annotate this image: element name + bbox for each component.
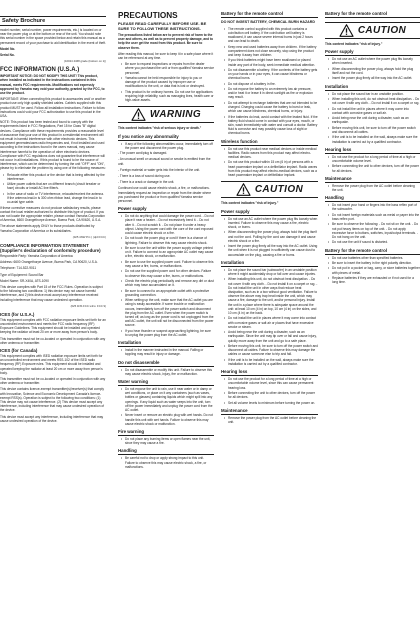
caution-banner [221, 181, 318, 198]
section-item: • Insert the power plug firmly all the way into the AC outlet. Using the unit when it is not plugged in sufficiently can cause dust to accumulate on the plug, causing a fire or burns. [224, 244, 318, 257]
section-item: - Foreign material or water gets into the interior of the unit. [118, 167, 201, 172]
section-item: • Do not do anything that could damage the power cord. - Do not place it near a heater. - Do not excessively bend it. - Do not alter it. - Do not scratch it. - Do not place it under a heavy object. Using the power cord with the core of the cord exposed could cause electric shock or a fire. [121, 214, 214, 235]
serial-label: Serial No. [0, 53, 15, 58]
column-precautions [118, 0, 214, 640]
section-title: Power supply [118, 206, 214, 213]
section-item: • When installing this unit, do not obstruct heat dissipation. - Do not cover it with any cloth. - Do not install it on a carpet or rug. - Do not install the unit in other ways that reduce heat dissipation, such as in a box without good ventilation. Failure to observe the above may trap heat inside the unit, which may cause a fire, damage to the unit, and/or personal injury. Install the unit in a place where there is adequate space around the unit: at least 10 cm (4 in) on top, 10 cm (4 in) on the sides, and 10 cm (4 in) on the back. [224, 277, 318, 315]
battery-box-head: DO NOT INGEST BATTERY, CHEMICAL BURN HAZARD [221, 20, 315, 24]
section-title: Battery for the remote control [325, 248, 420, 255]
doc-code: (025 4NS FCC wfco: FCC 9) [70, 303, 106, 308]
section-item: • If the batteries do leak, avoid contact with the leaked fluid. If the battery fluid should come in contact with your eyes, mouth, or skin, wash immediately with water and consult a doctor. Battery fluid is corrosive and may possibly cause loss of sight or chemical burns. [224, 115, 318, 136]
warning-word: WARNING [149, 109, 202, 121]
section-title: Power supply [221, 209, 318, 216]
section-item: • Before connecting the unit to other devices, turn off the power for all devices. [224, 391, 318, 399]
fcc-item: If these corrective measures do not produce satisfactory results, please contact the local retailer authorized to distribute this type of product. If you can not locate the appropriate retailer, please contact Yamaha Corporation of America, 6600 Orangethorpe Avenue, Buena Park, CA 90620, U.S.A. [0, 205, 105, 223]
section-item: - There is a crack or damage in the unit. [118, 180, 175, 185]
section-item: • Avoid being near the unit during a disaster, such as an earthquake. [328, 116, 420, 124]
ic2-item: This equipment complies with ISED radiation exposure limits set forth for an uncontrolled environment and meets RSS-102 of the ISED radio frequency (RF) Exposure rules. This equipment should be installed and operated keeping the radiator at least 20 cm or more away from person's body. [0, 353, 103, 375]
caution-icon [339, 24, 354, 37]
precautions-bullet: • This product is for ordinary homes. Do not use for applications requiring high reliability, such as managing lives, health care or high-value assets. [121, 90, 214, 103]
section-item: • Remove the power plug from the AC outlet before cleaning the unit. [328, 184, 420, 192]
section-title: Hearing loss [325, 147, 420, 154]
section-item: • Remove the power plug from the AC outlet before cleaning the unit. [224, 416, 318, 424]
section-title: Power supply [325, 49, 420, 56]
caution-word: CAUTION [254, 184, 304, 196]
section-item: • Do not disassemble a battery. If the contents of the battery gets on your hands or in your eyes, it can cause blindness or chemical burns. [224, 68, 318, 81]
section-item: • Be sure to insert the battery in the right polarity direction. [328, 261, 420, 265]
section-item: • Do not put in a pocket or bag, carry, or store batteries together with pieces of metal. [328, 266, 420, 274]
doc-code: (025 4NW P.C.) (dp0 FCC) [72, 234, 106, 239]
section-title: Installation [221, 260, 318, 267]
section-item: • Do not use this product within 15 cm (6 in) of persons with a heart pacemaker implant or a defibrillator implant. Radio waves from this product may affect electro-medical devices, such as a heart pacemaker implant or defibrillator implant. [224, 160, 318, 177]
section-item: • Do not place the sound bar (subwoofer) in an unstable position where it might accidentally drop or fall over and cause injuries. [224, 268, 318, 276]
section-item: • Do not use this product near medical devices or inside medical facilities. Radio waves from this product may affect electro-medical devices. [224, 147, 318, 160]
section-item: • When disconnecting the power plug, always hold the plug itself and not the cord. Pulling by the cord can damage it and cause electric shock or a fire. [224, 230, 318, 243]
section-item: • Do not disassemble or modify this unit. Failure to observe this may cause electric shock, injury, fire or malfunction. [121, 368, 214, 376]
precautions-bullet: • Yamaha cannot be held responsible for injury to you or damage of the product caused by improper use or modifications to the unit, or data that is lost or destroyed. [121, 76, 214, 89]
section-item: • Do not use an AC outlet where the power plug fits loosely when inserted. [328, 57, 420, 65]
brochure-header: Safety Brochure [0, 16, 106, 26]
caution-icon [236, 183, 251, 196]
precautions-subtitle: PLEASE READ CAREFULLY BEFORE USE. BE SURE TO FOLLOW THESE INSTRUCTIONS. [118, 21, 207, 31]
section-item: • Before moving this unit, be sure to turn off the power switch and disconnect all cables. [328, 126, 420, 134]
ic-title: ICES (for U.S.A.) [0, 311, 35, 317]
section-item: - An unusual smell or unusual sound or smoke is emitted from the unit. [118, 157, 211, 166]
model-label: Model No. [0, 46, 16, 51]
section-item: • Install in the manner instructed in the manual. Falling or toppling may result in injury or damage. [121, 348, 214, 356]
warning-banner [118, 106, 214, 123]
ic2-item: This transmitter must not be co-located or operated in conjunction with any other antenna or transmitter. [0, 376, 106, 386]
section-item: • Do not attempt to recharge batteries that are not intended to be charged. Charging could cause the battery to burst or leak, which can cause blindness, chemical burns, or injury. [224, 101, 318, 114]
section-item: • Before moving this unit, be sure to turn off the power switch and disconnect all cables. Failure to observe this may damage the cables or cause someone else to trip and fall. [224, 344, 318, 357]
section-item: • Do not use an AC outlet where the power plug fits loosely when inserted. Failure to observe this may cause a fire, electric shock, or burns. [224, 217, 318, 230]
section-item: • Be sure to connect to an appropriate outlet with a protective grounding connection. [121, 289, 214, 297]
section-item: • Do not insert your hand or fingers into the bass reflex port of the subwoofer. [328, 203, 420, 211]
fcc-item: IMPORTANT: When connecting this product to accessories and/ or another product use only high quality shielded cables. Cable/s supplied with this product MUST be used. Follow all installation instructions. Failure to follow instructions could void your FCC authorization to use this product in the USA. [0, 97, 106, 119]
compliance-item: Responsible Party: Yamaha Corporation of America [0, 253, 73, 258]
section-item: • Never insert or remove an electric plug with wet hands. Do not handle this unit with wet hands. Failure to observe this may cause electric shock or malfunction. [121, 413, 214, 426]
section-item: • Do not dispose of a battery in fire. [224, 82, 318, 86]
section-item: • Do not place any burning items or open flames near the unit, since they may cause a fire. [121, 437, 214, 445]
section-item: • When installing this unit, do not obstruct heat dissipation. - Do not cover it with any cloth. - Do not install it on a carpet or rug. [328, 97, 420, 105]
caution-word: CAUTION [357, 25, 407, 36]
caution-banner [325, 22, 420, 39]
section-item: • Do not use the product for a long period of time at a high or uncomfortable volume level, since this can cause permanent hearing loss. [224, 377, 318, 390]
section-title: Installation [325, 84, 420, 91]
section-item: • Set all volume levels to minimum before turning the power on. [224, 401, 318, 405]
column-battery [221, 0, 318, 640]
section-item: Continued use could cause electric shock, a fire, or malfunctions. Immediately request an inspection or repair from the dealer where you purchased the product or from qualified Yamaha service personnel. [118, 186, 212, 204]
precautions-title: PRECAUTIONS [118, 11, 178, 20]
caution-head: This content indicates "risk of injury." [221, 201, 279, 206]
warning-head: This content indicates "risk of serious injury or death." [118, 126, 202, 131]
ic2-item: This device contains licence-exempt transmitter(s)/receiver(s) that comply with Innovation, Science and Economic Development Canada's licence-exempt RSS(s). Operation is subject to the following two conditions: (1) This device may not cause interference. (2) This device must accept any interference, including interference that may cause undesired operation of the device. [0, 387, 105, 413]
section-item: • Keep new and used batteries away from children. If the battery compartment does not close securely, stop using the product and keep it away from children. [224, 45, 318, 58]
section-item: - There is a loss of sound during use. [118, 174, 171, 179]
section-item: • Replace batteries if they are exhausted or if not used for a long time. [328, 276, 420, 284]
section-item: • If any of the following abnormalities occur, immediately turn off the power and disconnect the power plug. [121, 142, 214, 150]
section-title: Do not disassemble [118, 360, 214, 367]
fcc-item: IMPORTANT NOTICE: DO NOT MODIFY THIS UNIT! This product, when installed as indicated in the instructions contained in this manual, meets FCC requirements. Modifications not expressly approved by Yamaha may void your authority, granted by the FCC, to use the product. [0, 74, 105, 96]
section-item: - The power cord/plug is damaged. [118, 151, 168, 156]
fcc-item: • In the case of radio or TV interference, relocate/reorient the antenna. If the antenna lead-in is 300 ohm ribbon lead, change the lead-in to co-axial type cable. [3, 192, 106, 205]
section-item: • If the unit is to be installed on the wall, always make sure the installation is carried out by a qualified contractor. [328, 135, 420, 143]
section-item: • Do not expose the unit to rain, use it near water or in damp or wet conditions, or place on it any containers (such as vases, bottles or glasses) containing liquids which might spill into any openings. If any liquid such as water seeps into the unit, turn off the power immediately and unplug the power cord from the AC outlet. [121, 387, 214, 412]
fcc-item: NOTE: This product has been tested and found to comply with the requirements listed in FCC Regulations, Part 15 for Class "B" digital devices. Compliance with these requirements provides a reasonable level of assurance that your use of this product in a residential environment will not result in harmful interference with other electronic devices. This equipment generates/uses radio frequencies and, if not installed and used according to the instructions found in the users manual, may cause interference harmful to the operation of other electronic devices. Compliance with FCC regulations does not guarantee that interference will not occur in all installations. If this product is found to be the source of interference, which can be determined by turning the unit "OFF" and "ON", please try to eliminate the problem by using one of the following measures: [0, 120, 106, 171]
compliance-item: Address: 6600 Orangethorpe Avenue, Buena Park, CA 90620, U.S.A. [0, 260, 98, 265]
section-item: • When setting up the unit, make sure that the AC outlet you are using is easily accessible. If some trouble or malfunction occurs, immediately turn off the power switch and disconnect the plug from the AC outlet. Even when the power switch is turned off, as long as the power cord is not unplugged from the wall AC outlet, the unit will not be disconnected from the power source. [121, 298, 214, 327]
section-item: • Do not use batteries other than specified batteries. [328, 256, 420, 260]
section-item: • Do not use the product for a long period of time at a high or uncomfortable volume level. [328, 155, 420, 163]
section-item: • If you hear thunder or suspect approaching lightning, be sure to unplug the power plug from the AC outlet. [121, 329, 214, 337]
section-item: • Do not use the unit if sound is distorted. [328, 240, 420, 244]
section-title: Water warning [118, 379, 214, 386]
ic2-item: This device must accept any interference, including interference that may cause undesired operation of the device. [0, 414, 104, 423]
section-item: • Be careful not to drop or apply strong impact to this unit. Failure to observe this may cause electric shock, a fire, or malfunctions. [121, 456, 214, 469]
ic2-title: ICES (for Canada) [0, 347, 38, 353]
section-item: • Do not install the unit in places where it may come into contact with corrosive gases or salt air. [328, 107, 420, 115]
section-title: Hearing loss [221, 369, 318, 376]
warning-icon [131, 108, 146, 121]
section-item: • Be sure to use the supplied power cord. Failure to observe this may cause a fire, burns, or malfunctions. [121, 260, 214, 268]
fcc-title: FCC INFORMATION (U.S.A.) [0, 67, 80, 74]
precautions-bullet: • Be sure to request inspections or repairs from the dealer where you purchased the unit or from qualified Yamaha service personnel. [121, 62, 214, 75]
section-title: Handling [325, 195, 420, 202]
precautions-intro: After reading this manual, be sure to keep it in a safe place where it can be referenced at any time. [118, 51, 214, 61]
precautions-intro: The precautions listed below are to prevent risk of harm to the user and others, as well as to prevent property damage, and to help the user get the most from this product. Be sure to observe them. [118, 33, 213, 50]
column-caution [325, 0, 420, 640]
column-fcc [0, 0, 110, 640]
section-item: • Do not install the unit in places where it may come into contact with corrosive gases or salt air or places that have excessive smoke or steam. [224, 316, 318, 329]
section-item: • Do not expose the battery to an extremely low air pressure, and/or heat it or leave it in direct sunlight as fire or explosion may result. [224, 87, 318, 100]
section-title: Fire warning [118, 429, 214, 436]
fcc-item: The above statements apply ONLY to those products distributed by Yamaha Corporation of America or its subsidiaries. [0, 224, 95, 233]
section-item: • If you think batteries might have been swallowed or placed inside any part of the body, seek immediate medical attention. [224, 58, 318, 66]
ic-item: This equipment complies with FCC radiation exposure limits set forth for an uncontrolled environment and meets the FCC radio frequency (RF) Exposure Guidelines. This equipment should be installed and operated keeping the radiator at least 20 cm or more away from person's body. [0, 317, 106, 335]
compliance-title: COMPLIANCE INFORMATION STATEMENT (Supplier's declaration of conformity procedure) [0, 242, 101, 253]
section-title: Wireless function [221, 139, 318, 146]
section-item: • When disconnecting the power plug, always hold the plug itself and not the cord. [328, 67, 420, 75]
section-item: • Do not use the supplied power cord for other devices. Failure to observe this may cause a fire, burns, or malfunctions. [121, 269, 214, 277]
section-item: • Do not place the sound bar in an unstable position. [328, 92, 420, 96]
section-title: Handling [118, 448, 214, 455]
doc-code: (10024 4468 grade (bottom on 1)) [64, 59, 106, 64]
section-item: • If the unit is to be installed on the wall, always make sure the installation is carried out by a qualified contractor. [224, 358, 318, 366]
section-item: • Check the electric plug periodically and remove any dirt or dust which may have accumulated on it. [121, 279, 214, 287]
compliance-item: Model Name: SR-X40A, ATS-1090 [0, 278, 49, 283]
section-title: Installation [118, 340, 214, 347]
section-title: Maintenance [325, 176, 420, 183]
section-item: • Be sure to observe the following: - Do not sit on the unit. - Do not put heavy items on top of the unit. - Do not apply excessive force to buttons, switches, input/output terminals. - Do not hang on the unit. [328, 222, 420, 239]
compliance-item: Telephone: 714-522-9011 [0, 266, 37, 271]
caution-head: This content indicates "risk of injury." [325, 42, 383, 46]
section-title: Maintenance [221, 408, 318, 415]
section-title: Battery for the remote control [221, 11, 318, 18]
compliance-item: This device complies with Part 15 of the FCC Rules. Operation is subject to the following two conditions: 1) this device may not cause harmful interference, and 2) this device must accept any interference received including interference that may cause undesired operation. [0, 284, 103, 302]
fcc-item: • Utilize power outlets that are on different branch (circuit breaker or fuse) circuits or install AC line filter/s. [3, 182, 106, 190]
fcc-item: • Relocate either this product or the device that is being affected by the interference. [3, 173, 106, 181]
section-item: • Do not insert foreign materials such as metal or paper into the bass reflex port. [328, 213, 420, 221]
section-item: • Be sure to use the unit within the power supply voltage printed on it. Failure to connect to an appropriate AC outlet may cause a fire, electric shock, or malfunction. [121, 246, 214, 259]
section-title: Battery for the remote control [325, 11, 420, 18]
section-item: • Insert the power plug firmly all the way into the AC outlet. [328, 76, 420, 80]
section-title: If you notice any abnormality [118, 134, 214, 141]
compliance-item: Type of Equipment: Sound Bar [0, 272, 44, 277]
section-item: • Before connecting the unit to other devices, turn off the power for all devices. [328, 164, 420, 172]
section-item: • Avoid being near the unit during a disaster, such as an earthquake. Since the unit may tip over or fall and cause injury, quickly move away from the unit and go to a safe place. [224, 330, 318, 343]
section-item: • Do not touch the power plug or cord if there is a chance of lightning. Failure to observe this may cause electric shock. [121, 236, 214, 244]
ic-item: This transmitter must not be co-located or operated in conjunction with any other antenna or transmitter. [0, 336, 106, 345]
intro-text: model number, serial number, power requirements, etc.) is located on or near the power plug or at the bottom or rear of the unit. You should note this serial number in the space provided below and retain this manual as a permanent record of your purchase to aid identification in the event of theft. [0, 28, 106, 45]
section-item: • The remote control supplied with this product contains a coin/button cell battery. If the coin/button cell battery is swallowed, it can cause severe internal burns in just 2 hours and can lead to death. [224, 27, 318, 44]
